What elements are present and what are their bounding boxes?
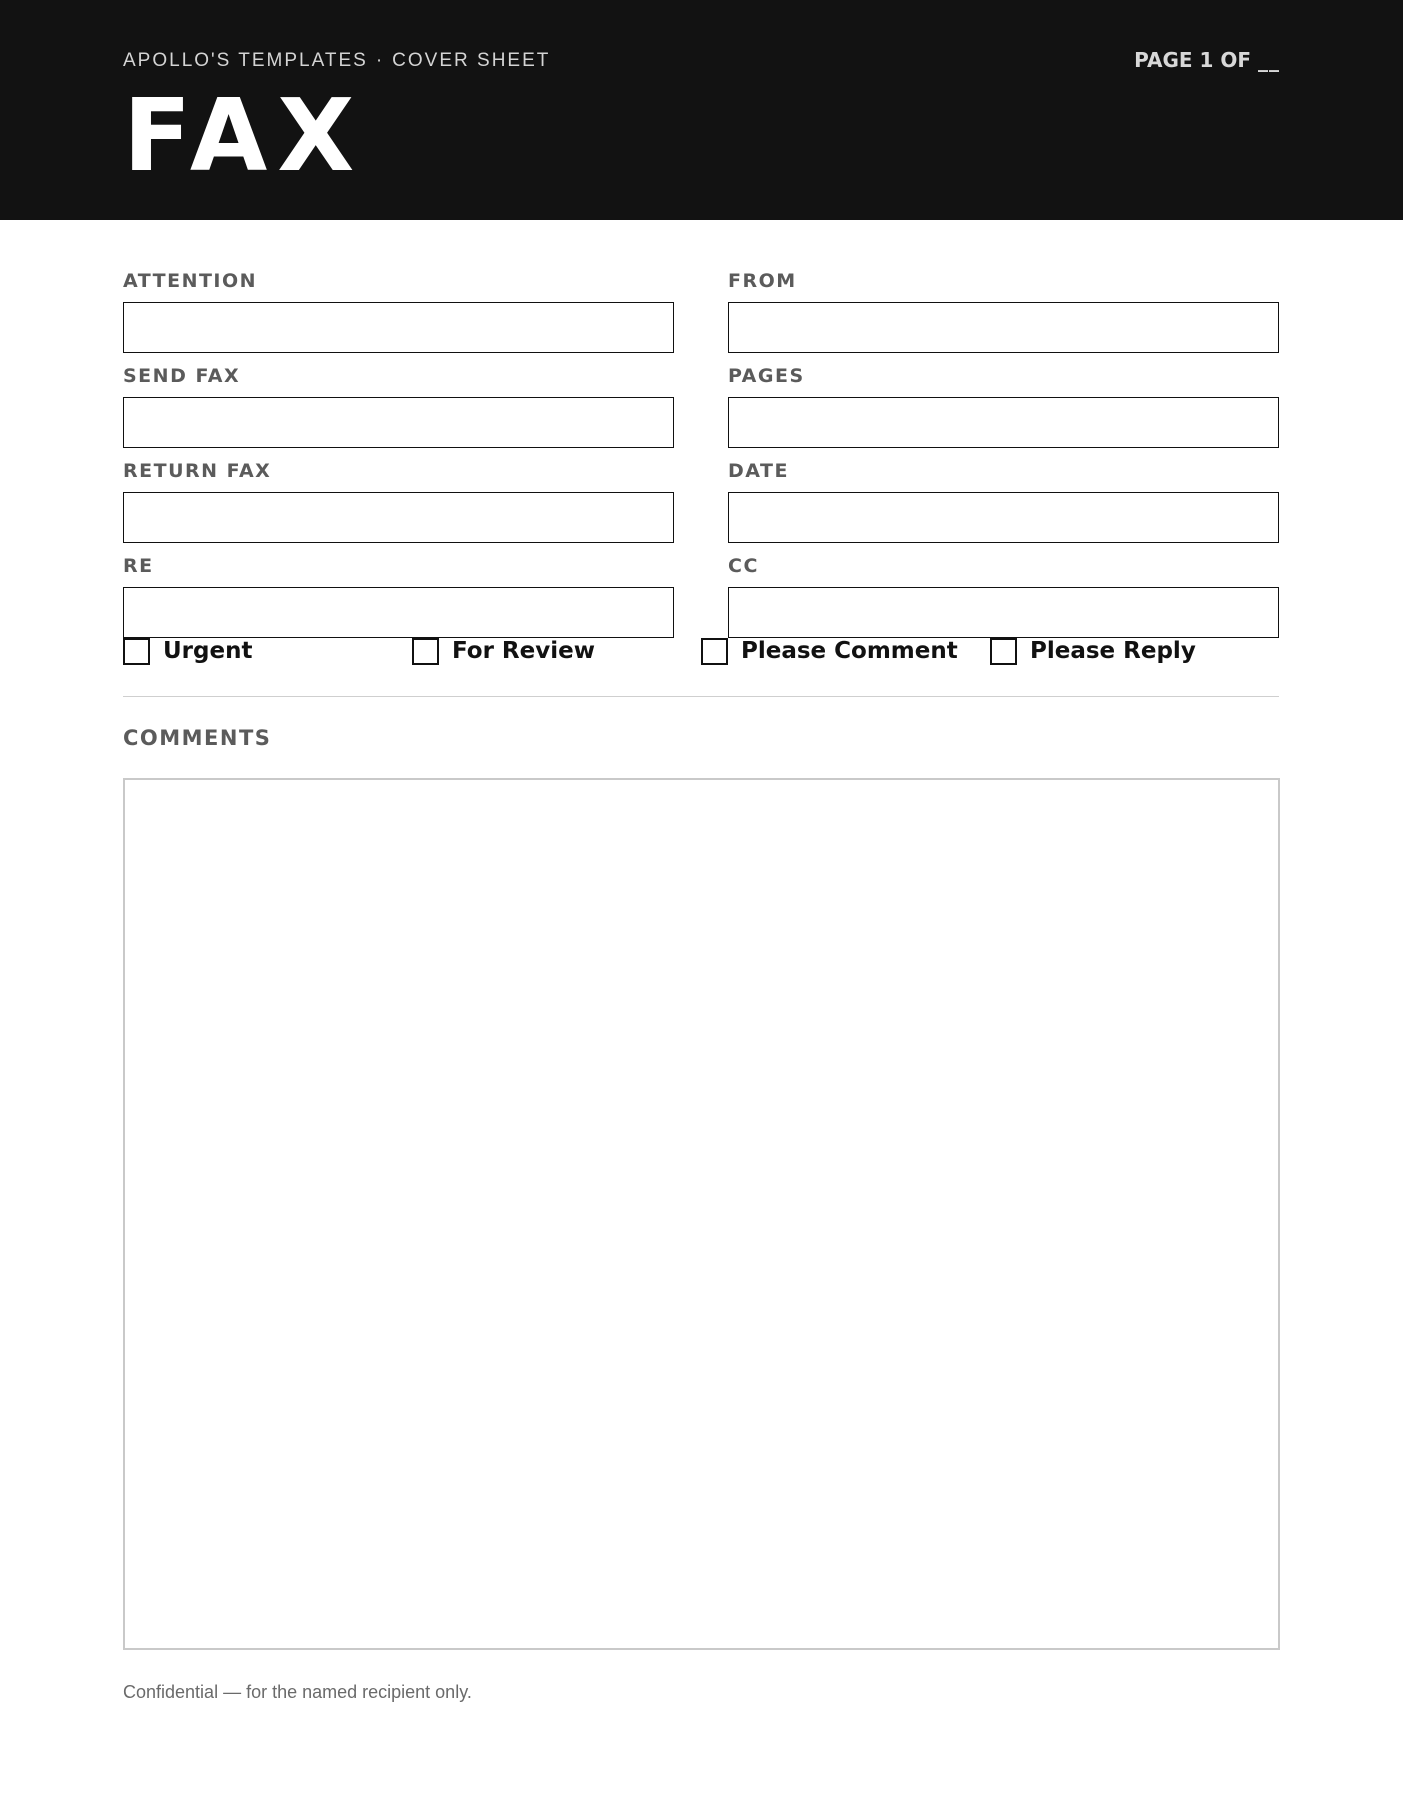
return-fax-label: RETURN FAX [123, 460, 272, 482]
header-bar [0, 0, 1403, 220]
cc-label: CC [728, 555, 759, 577]
please-comment-checkbox[interactable] [701, 638, 728, 665]
brand-name: APOLLO'S TEMPLATES [123, 50, 368, 71]
urgent-checkbox[interactable] [123, 638, 150, 665]
pages-field[interactable] [728, 397, 1279, 448]
attention-label: ATTENTION [123, 270, 258, 292]
send-fax-label: SEND FAX [123, 365, 241, 387]
date-field[interactable] [728, 492, 1279, 543]
attention-field[interactable] [123, 302, 674, 353]
pages-label: PAGES [728, 365, 805, 387]
send-fax-field[interactable] [123, 397, 674, 448]
page-count-blank: __ [1258, 48, 1280, 72]
pages-field-group [728, 365, 1279, 448]
re-field-group [123, 555, 674, 638]
from-label: FROM [728, 270, 797, 292]
for-review-checkbox[interactable] [412, 638, 439, 665]
document-type: COVER SHEET [392, 50, 551, 71]
cc-field-group [728, 555, 1279, 638]
comments-label: COMMENTS [123, 726, 272, 750]
for-review-label: For Review [452, 638, 595, 664]
date-field-group [728, 460, 1279, 543]
brand-line [123, 50, 550, 72]
confidential-note: Confidential — for the named recipient only. [123, 1682, 472, 1702]
page-title: FAX [123, 77, 365, 194]
attention-field-group [123, 270, 674, 353]
please-reply-label: Please Reply [1030, 638, 1196, 664]
urgent-option[interactable] [123, 636, 252, 666]
page-count-label: PAGE 1 OF [1134, 48, 1252, 72]
fax-fields [123, 270, 1279, 638]
re-field[interactable] [123, 587, 674, 638]
please-reply-checkbox[interactable] [990, 638, 1017, 665]
send-fax-field-group [123, 365, 674, 448]
brand-separator: · [375, 50, 385, 71]
date-label: DATE [728, 460, 789, 482]
cc-field[interactable] [728, 587, 1279, 638]
urgent-label: Urgent [163, 638, 253, 664]
from-field[interactable] [728, 302, 1279, 353]
please-reply-option[interactable] [990, 636, 1196, 666]
return-fax-field-group [123, 460, 674, 543]
page-count [1134, 48, 1280, 72]
please-comment-label: Please Comment [741, 638, 958, 664]
section-divider [123, 696, 1279, 697]
from-field-group [728, 270, 1279, 353]
re-label: RE [123, 555, 154, 577]
status-checkboxes [123, 636, 1279, 666]
for-review-option[interactable] [412, 636, 595, 666]
comments-field[interactable] [123, 778, 1280, 1650]
please-comment-option[interactable] [701, 636, 958, 666]
return-fax-field[interactable] [123, 492, 674, 543]
